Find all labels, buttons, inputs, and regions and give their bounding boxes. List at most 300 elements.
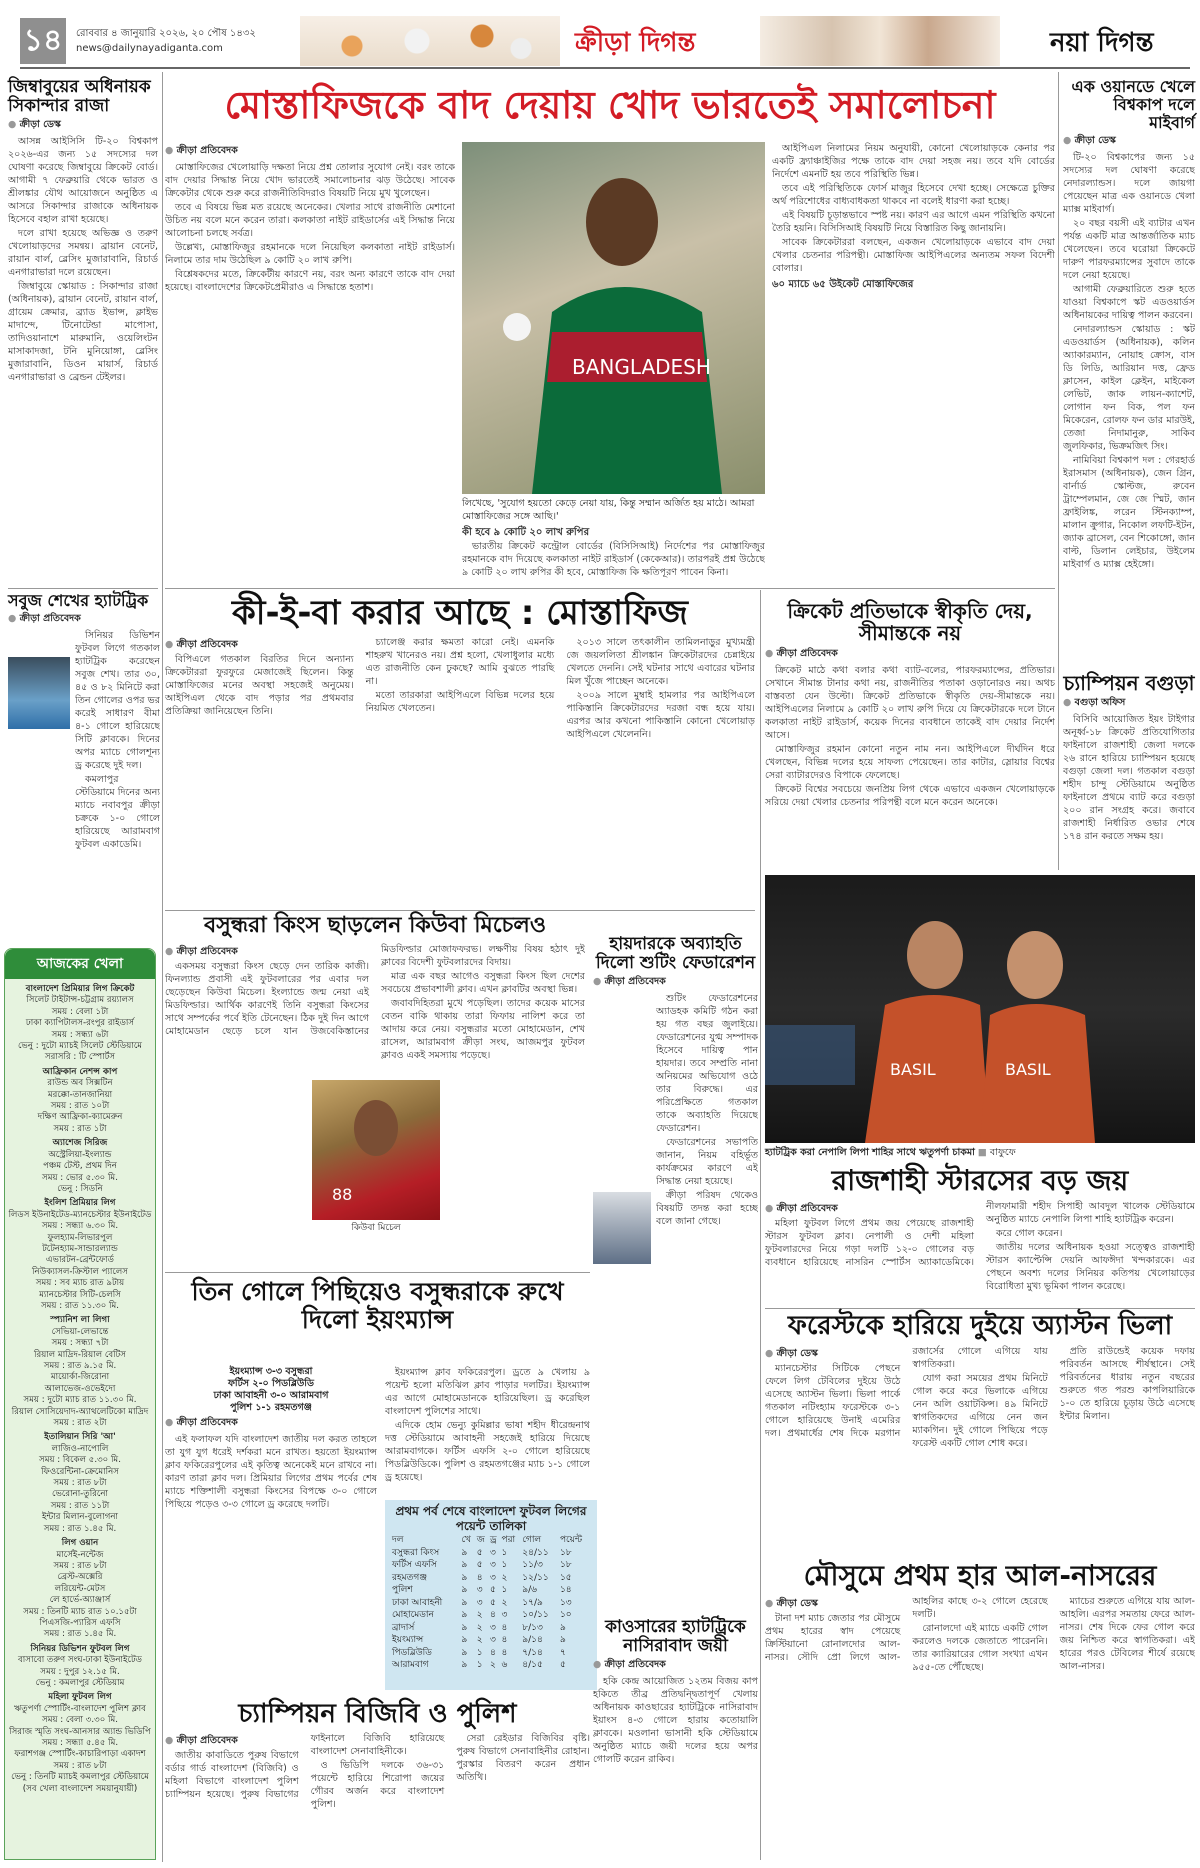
headline: সবুজ শেখের হ্যাটট্রিক	[8, 591, 149, 610]
table-cell: ২	[490, 1660, 496, 1670]
table-cell: ১০/১১	[522, 1610, 549, 1620]
paragraph: করে গোল করেন।	[996, 1228, 1063, 1240]
fixture-line: সময় : বিকেল ৫.৩০ মি.	[39, 1455, 121, 1466]
player-illustration	[312, 1080, 440, 1220]
fixture-line: সময় : রাত ৮টা	[53, 1760, 107, 1771]
fixture-line: ভেনু : দুটো ম্যাচই সিলেট স্টেডিয়ামে	[17, 1041, 143, 1052]
svg-text:BASIL: BASIL	[1005, 1060, 1051, 1079]
paragraph: যোগ করা সময়ের প্রথম মিনিটে গোল করে করে ভিলাকে এগিয়ে নেন অলি ওয়াটকিন্স। ৪৯ মিনিটে স্বাগতিকদের এগিয়ে নেন জন ম্যাকগিন। দুই গোলে পিছিয়ে পড়ে ফরেস্ট একটি গোল শোধ করে।	[912, 1373, 1048, 1450]
table-cell: ১৭/৯	[522, 1597, 543, 1608]
fixture-line: ইন্টার মিলান-বুলোগনা	[42, 1512, 118, 1523]
headline: চ্যাম্পিয়ন বগুড়া	[1063, 671, 1195, 695]
table-cell: ২	[476, 1622, 483, 1633]
paragraph: দলে রাখা হয়েছে অভিজ্ঞ ও তরুণ খেলোয়াড়দের সমন্বয়। ব্রায়ান বেনেট, রায়ান বার্ল, ব্লেসিং মুজারাবানি, রিচার্ড এনগারাভারা দলে রয়েছেন।	[8, 228, 158, 279]
paragraph: ভারতীয় ক্রিকেট কন্ট্রোল বোর্ডের (বিসিসিআই) নির্দেশের পর মোস্তাফিজুর রহমানকে বাদ দিয়েছে কলকাতা নাইট রাইডার্স (কেকেআর)। তারপরই প্রশ্ন উঠেছে ৯ কোটি ২০ লাখ রুপির কী হবে, মোস্তাফিজ কি ক্ষতিপূরণ পাবেন কিনা।	[462, 541, 765, 578]
svg-text:BASIL: BASIL	[890, 1060, 936, 1079]
table-cell: ১	[501, 1585, 508, 1595]
story-aston-villa	[765, 1312, 1195, 1545]
paragraph: ২০ বছর বয়সী এই ব্যাটার এখন পর্যন্ত একটি মাত্র আন্তর্জাতিক ম্যাচ খেলেছেন। তবে ঘরোয়া ক্রিকেটে দারুণ পারফরম্যান্সের সুবাদে তাকে দলে নেয়া হয়েছে।	[1063, 217, 1195, 281]
fixture-line: সময় : সন্ধ্যা ৬টা	[51, 1029, 109, 1040]
table-cell: ১২/১১	[522, 1572, 549, 1583]
byline: ● ক্রীড়া প্রতিবেদক	[8, 612, 160, 627]
competition-title: স্প্যানিশ লা লিগা	[50, 1315, 110, 1326]
headline: ফরেস্টকে হারিয়ে দুইয়ে অ্যাস্টন ভিলা	[787, 1311, 1173, 1341]
subheading: কী হবে ৯ কোটি ২০ লাখ রুপির	[462, 527, 590, 538]
table-cell: ২	[501, 1572, 508, 1583]
fixture-line: সময় : রাত ১.৪৫ মি.	[43, 1629, 117, 1640]
paragraph: বিসিবি আয়োজিত ইয়ং টাইগার অনূর্ধ্ব-১৮ ক্রিকেট প্রতিযোগিতার ফাইনালে রাজশাহী জেলা দলকে ২৬ রানে হারিয়ে চ্যাম্পিয়ন হয়েছে বগুড়া জেলা দল। গতকাল বগুড়া শহীদ চান্দু স্টেডিয়ামে অনুষ্ঠিত ফাইনালে প্রথমে ব্যাট করে বগুড়া ২০০ রান সংগ্রহ করে। জবাবে রাজশাহী নির্ধারিত ওভার শেষে ১৭৪ রান করতে সক্ষম হয়।	[1063, 714, 1195, 843]
fixture-line: সময় : তিনটি ম্যাচ রাত ১০.১৫টা	[23, 1606, 137, 1617]
fixture-line: পঞ্চম টেস্ট, প্রথম দিন	[43, 1161, 117, 1172]
paragraph: ফেডারেশনের সভাপতি জানান, নিয়ম বহির্ভূত কার্যক্রমের কারণে এই সিদ্ধান্ত নেয়া হয়েছে।	[656, 1137, 758, 1188]
fixture-line: পিএসজি-প্যারিস এফসি	[39, 1617, 121, 1628]
fixture-line: ভেনু : সিডনি	[57, 1183, 103, 1194]
table-cell: ৫	[476, 1560, 483, 1570]
byline: ● ক্রীড়া ডেস্ক	[1063, 134, 1195, 149]
table-cell: রহমতগঞ্জ	[392, 1572, 428, 1583]
table-cell: ব্রাদার্স	[392, 1622, 415, 1633]
women-footballers-photo	[765, 875, 1195, 1143]
table-cell: ১৮	[559, 1560, 572, 1570]
table-cell: ৯	[461, 1635, 468, 1645]
table-cell: ৪	[490, 1610, 496, 1620]
fixture-line: (সব খেলা বাংলাদেশ সময়ানুযায়ী)	[22, 1783, 138, 1794]
cricketer-illustration	[462, 142, 765, 494]
paragraph: একসময় বসুন্ধরা কিংস ছেড়ে দেন তারিক কাজী। ফিনল্যান্ড প্রবাসী এই ফুটবলারের পর এবার দল ছেড়েছেন কিউবা মিচেল। ইংল্যান্ডে জন্ম নেয়া এই মিডফিল্ডার। আর্থিক কারণেই তিনি বসুন্ধরা কিংসের সাথে সম্পর্কের পর্বে ইতি টেনেছেন। ঠিক দুই দিন আগে মোহামেডান ছেড়ে চলে যান উজবেকিস্তানের মিডফিল্ডার মোজাফফরভ। লক্ষণীয় বিষয় হঠাৎ দুই ক্লাবের বিদেশী ফুটবলারদের বিদায়।	[165, 943, 585, 1037]
story-meiburg	[1063, 78, 1195, 651]
fixture-line: সময় : রাত ১১.৩০ মি.	[40, 1300, 120, 1311]
table-row	[391, 1647, 591, 1660]
player-photo	[8, 657, 70, 729]
headline: মৌসুমে প্রথম হার আল-নাসরের	[803, 1559, 1157, 1592]
byline: ● ক্রীড়া প্রতিবেদক	[165, 945, 369, 958]
table-header-row	[391, 1534, 591, 1547]
competition-title: লিগ ওয়ান	[61, 1538, 99, 1549]
column-divider	[1058, 72, 1059, 870]
column-header: দল	[392, 1535, 404, 1545]
fixture-line: লরিয়েন্ট-মেটস	[54, 1583, 106, 1594]
table-row	[391, 1634, 591, 1647]
table-row	[391, 1559, 591, 1572]
fixture-line: সময় : ভোর ৫.৩০ মি.	[42, 1172, 118, 1183]
svg-text:BANGLADESH: BANGLADESH	[572, 355, 711, 379]
table-cell: ২	[476, 1635, 483, 1645]
column-header: জ	[476, 1535, 485, 1545]
photo-credit: বাফুফে	[989, 1147, 1016, 1158]
story-body	[75, 629, 160, 929]
story-body	[385, 1366, 590, 1496]
competition-title: অ্যাশেজ সিরিজ	[52, 1138, 108, 1149]
table-row	[391, 1584, 591, 1597]
paragraph: ২০১৩ সালে তৎকালীন তামিলনাড়ুর মুখ্যমন্ত্রী জে জয়ললিতা শ্রীলঙ্কান ক্রিকেটারদের চেন্নাইয়ে খেলতে দেননি। সেই ঘটনার সাথে এবারের ঘটনার মিল খুঁজে পাচ্ছেন অনেকে।	[566, 637, 755, 688]
story-body	[165, 1433, 377, 1698]
fixture-line: রাউন্ড অব সিক্সটিন	[47, 1078, 113, 1089]
byline: ● ক্রীড়া প্রতিবেদক	[165, 638, 354, 651]
section-title: ক্রীড়া দিগন্ত	[575, 28, 696, 58]
mustafiz-photo	[462, 142, 765, 494]
table-cell: ১	[476, 1660, 483, 1670]
table-cell: ৪	[501, 1622, 508, 1633]
headline: বসুন্ধরা কিংস ছাড়লেন কিউবা মিচেলও	[203, 913, 547, 938]
story-body	[772, 142, 1055, 275]
table-cell: ফর্টিস এফসি	[392, 1560, 437, 1570]
table-cell: ৯/১৪	[522, 1635, 543, 1645]
story-sabuj	[8, 592, 160, 929]
paragraph: টি-২০ বিশ্বকাপের জন্য ১৫ সদস্যের দল ঘোষণা করেছে নেদারল্যান্ডস। দলে জায়গা পেয়েছেন মাত্র এক ওয়ানডে খেলা ম্যাক্স মাইবার্গ।	[1063, 151, 1195, 215]
fixture-line: ভেরোনা-তুরিনো	[52, 1489, 108, 1500]
paragraph: শুটিং ফেডারেশনের অ্যাডহক কমিটি গঠন করা হয় গত বছর জুলাইয়ে। ফেডারেশনের যুগ্ম সম্পাদক হিসেবে দায়িত্ব পান হায়দার। তবে সম্প্রতি নানা অনিয়মের অভিযোগ ওঠে তার বিরুদ্ধে। এর পরিপ্রেক্ষিতে গতকাল তাকে অব্যাহতি দিয়েছে ফেডারেশন।	[656, 993, 758, 1135]
paragraph: সিনিয়র ডিভিশন ফুটবল লিগে গতকাল হ্যাটট্রিক করেছেন সবুজ শেখ। তার ৩০, ৪৫ ও ৮২ মিনিটে করা তিন গোলের ওপর ভর করেই সাধারণ বীমা ৪-১ গোলে হারিয়েছে সিটি ক্লাবকে। দিনের অপর ম্যাচে গোলশূন্য ড্র করেছে দুই দল।	[75, 629, 160, 771]
score-line: ঢাকা আবাহনী ৩-০ আরামবাগ	[213, 1390, 329, 1401]
byline: ● ক্রীড়া প্রতিবেদক	[593, 975, 758, 990]
divider	[165, 588, 1055, 589]
story-body	[165, 636, 755, 741]
paragraph: মোস্তাফিজের খেলোয়াড়ি দক্ষতা নিয়ে প্রশ্ন তোলার সুযোগ নেই। বরং তাকে বাদ দেয়ার সিদ্ধান্ত নিয়ে খোদ ভারতেই সমালোচনার ঝড় উঠেছে। সাবেক ক্রিকেটার থেকে শুরু করে রাজনীতিবিদরাও বিষয়টি নিয়ে মুখ খুলেছেন।	[165, 162, 455, 199]
byline: ● বগুড়া অফিস	[1063, 696, 1195, 711]
story-youngmens-col1	[165, 1366, 377, 1698]
header-divider	[20, 67, 1190, 69]
table-cell: ৯	[461, 1610, 468, 1620]
fixture-line: লে হার্ভে-অ্যাঞ্জার্স	[49, 1595, 111, 1606]
table-row	[391, 1547, 591, 1560]
fixture-line: ভেনু : কমলাপুর স্টেডিয়াম	[35, 1677, 125, 1688]
photo-caption: লিখেছে, 'সুযোগ হয়তো কেড়ে নেয়া যায়, কিন্তু সম্মান অর্জিত হয় মাঠে। আমরা মোস্তাফিজের সঙ্গে আছি।'	[462, 498, 755, 522]
table-cell: ৯	[559, 1635, 566, 1645]
football-photo-caption-row: হ্যাটট্রিক করা নেপালি লিপা শাহির সাথে ঋতুপর্ণা চাকমা ■ বাফুফে	[765, 1147, 1016, 1158]
match-scores	[165, 1366, 377, 1414]
paragraph: টানা দশ ম্যাচ জেতার পর মৌসুমে প্রথম হারের স্বাদ পেয়েছে ক্রিস্টিয়ানো রোনালদোর আল-নাসর। সৌদি প্রো লিগে আল-আহলির কাছে ৩-২ গোলে হেরেছে দলটি।	[765, 1596, 1048, 1664]
fixture-line: মায়োর্কা-জিরোনা	[50, 1372, 110, 1383]
table-cell: ঢাকা আবাহনী	[392, 1597, 443, 1608]
paragraph: আইপিএল নিলামের নিয়ম অনুযায়ী, কোনো খেলোয়াড়কে কেনার পর একটি ফ্র্যাঞ্চাইজির পক্ষে তাকে বাদ দেয়া সহজ নয়। তবে যদি বোর্ডের নির্দেশে এমনটি হয় তবে পরিস্থিতি ভিন্ন।	[772, 143, 1055, 180]
story-youngmens-col2	[385, 1366, 590, 1496]
story-body	[165, 161, 455, 586]
fixture-line: সিলেট টাইটান্স-চট্টগ্রাম রয়্যালস	[26, 995, 134, 1006]
table-cell: ৬	[501, 1660, 508, 1670]
paragraph: তবে এই পরিস্থিতিকে ফোর্স মাজুর হিসেবে দেখা হচ্ছে। সেক্ষেত্রে চুক্তির অর্থ পরিশোধের বাধ্যবাধকতা থাকবে না বলেই ধারণা করা হচ্ছে।	[772, 183, 1055, 207]
paragraph: জাতীয় দলের অধিনায়ক হওয়া সত্ত্বেও রাজশাহী স্টারস ক্যাপ্টেন্সি দেয়নি আফঈদা খন্দকারকে। এর পেছনে অবশ্য দলের সিনিয়র কতিপয় খেলোয়াড়ের বিরোধিতা মুখ্য ভূমিকা পালন করেছে।	[986, 1242, 1195, 1293]
table-cell: ইয়ংম্যান্স	[392, 1635, 424, 1645]
paragraph: ক্রিকেট মাঠে কথা বলার কথা ব্যাট-বলের, পারফরম্যান্সের, প্রতিভার। সেখানে সীমান্ত টানার কথা নয়, রাজনীতির পতাকা ওড়ানোরও নয়। অথচ বাস্তবতা যেন উল্টো। ক্রিকেট প্রতিভাকে স্বীকৃতি দেয়-সীমান্তকে নয়। আইপিএলের নিলামে ৯ কোটি ২০ লাখ রুপি দিয়ে যে ক্রিকেটারকে দলে টানে কলকাতা নাইট রাইডার্স, কয়েক দিনের ব্যবধানে তাকেই বাদ দেয়ার নির্দেশ আসে।	[765, 664, 1055, 741]
story-bgb-police	[165, 1700, 590, 1850]
headline: কী-ই-বা করার আছে : মোস্তাফিজ	[232, 593, 688, 633]
fixture-line: ম্যানচেস্টার সিটি-চেলসি	[39, 1289, 121, 1300]
table-row	[391, 1609, 591, 1622]
table-cell: ৫	[559, 1660, 566, 1670]
competition-title: মহিলা ফুটবল লিগ	[48, 1692, 112, 1703]
table-cell: ৯	[461, 1622, 468, 1633]
table-cell: ৪	[490, 1647, 496, 1658]
story-cricket-talent	[765, 600, 1055, 876]
divider	[765, 1308, 1195, 1309]
table-cell: ৯	[461, 1597, 468, 1608]
fixture-line: লাজিও-নাপোলি	[51, 1443, 109, 1454]
divider	[8, 588, 158, 589]
headline: ক্রিকেট প্রতিভাকে স্বীকৃতি দেয়, সীমান্তকে নয়	[787, 599, 1033, 646]
column-header: পয়েন্ট	[559, 1535, 583, 1545]
email-link[interactable]: news@dailynayadiganta.com	[76, 43, 223, 54]
story-body	[593, 1675, 758, 1865]
table-cell: ২	[501, 1597, 508, 1608]
byline: ● ক্রীড়া ডেস্ক	[765, 1347, 900, 1360]
lead-photo-caption-block	[462, 497, 765, 593]
column-divider	[162, 72, 163, 1862]
table-cell: ৪	[501, 1647, 508, 1658]
paragraph: ক্রিকেট বিশ্বের সবচেয়ে জনপ্রিয় লিগ থেকে এভাবে একজন খেলোয়াড়কে সরিয়ে দেয়া খেলার চেতনার পরিপন্থী বলে মনে করেন অনেকে।	[765, 783, 1055, 808]
fixture-line: সময় : দুপুর ১২.১৫ মি.	[40, 1666, 120, 1677]
fixture-line: সময় : রাত ১টা	[53, 1123, 107, 1134]
table-cell: ২	[476, 1610, 483, 1620]
lead-headline: মোস্তাফিজকে বাদ দেয়ায় খোদ ভারতেই সমালোচনা	[224, 83, 996, 127]
paragraph: এদিকে হোম ভেন্যু কুমিল্লার ভাষা শহীদ ধীরেন্দ্রনাথ দত্ত স্টেডিয়ামে আবাহনী সহজেই হারিয়ে দিয়েছে আরামবাগকে। ফর্টিস এফসি ২-০ গোলে হারিয়েছে পিডব্লিউডিকে। পুলিশ ও রহমতগঞ্জের ম্যাচ ১-১ গোলে ড্র হয়েছে।	[385, 1420, 590, 1483]
competition-title: ইংলিশ প্রিমিয়ার লিগ	[44, 1198, 116, 1209]
table-cell: ১	[501, 1560, 508, 1570]
paragraph: মহিলা ফুটবল লিগে প্রথম জয় পেয়েছে রাজশাহী স্টারস ফুটবল ক্লাব। নেপালী ও দেশী মহিলা ফুটবলারদের নিয়ে গড়া দলটি ১২-০ গোলের বড় ব্যবধানে হারিয়েছে নাসরিন স্পোর্টস অ্যাকাডেমিকে। নীলফামারী শহীদ সিপাহী আবদুল খালেক স্টেডিয়ামে অনুষ্ঠিত ম্যাচে নেপালি লিপা শাহি হ্যাটট্রিক করেন।	[765, 1201, 1195, 1269]
table-row	[391, 1622, 591, 1635]
competition-title: আফ্রিকান নেশন্স কাপ	[42, 1066, 118, 1077]
paragraph: বিশ্লেষকদের মতে, ক্রিকেটীয় কারণে নয়, বরং অন্য কারণে তাকে বাদ দেয়া হয়েছে। বাংলাদেশের ক্রিকেটপ্রেমীরাও এ সিদ্ধান্তে হতাশ।	[165, 269, 455, 293]
fixture-line: সময় : সন্ধ্যা ৫.৪৫ মি.	[41, 1738, 119, 1748]
table-cell: ৩	[476, 1597, 483, 1608]
table-cell: ৯/৬	[522, 1585, 537, 1595]
fixture-line: মার্সেই-নন্টেজ	[56, 1549, 104, 1560]
table-cell: ১	[501, 1547, 508, 1558]
table-cell: ৯	[461, 1547, 468, 1558]
table-cell: ১৮	[559, 1547, 572, 1558]
paragraph: চ্যালেঞ্জ করার ক্ষমতা কারো নেই। এমনকি শাহরুখ খানেরও নয়। প্রশ্ন হলো, খেলাধুলার মধ্যে এত রাজনীতি কেন ঢুকছে? আমি বুঝতে পারছি না।	[365, 637, 555, 688]
paragraph: কমলাপুর স্টেডিয়ামে দিনের অন্য ম্যাচে নবাবপুর ক্রীড়া চক্রকে ১-০ গোলে হারিয়েছে আরামবাগ ফুটবল একাডেমি।	[75, 773, 160, 850]
fixture-line: সময় : রাত ৮টা	[53, 1560, 107, 1571]
divider	[165, 910, 755, 911]
fixture-line: ভেনু : তিনটি ম্যাচই কমলাপুর স্টেডিয়ামে	[11, 1772, 149, 1783]
byline: ● ক্রীড়া ডেস্ক	[8, 118, 158, 133]
headline: কাওসারের হ্যাটট্রিকে নাসিরাবাদ জয়ী	[605, 1617, 746, 1657]
paragraph: এই বিষয়টি চূড়ান্তভাবে স্পষ্ট নয়। কারণ এর আগে এমন পরিস্থিতি কখনো তৈরি হয়নি। বিসিসিআই বিষয়টি নিয়ে বিস্তারিত কিছু জানায়নি।	[772, 210, 1055, 234]
paragraph: নামিবিয়া বিশ্বকাপ দল : গেরহার্ড ইরাসমাস (অধিনায়ক), জেন গ্রিন, বার্নার্ড স্কোল্টজ, রুবেন ট্রাম্পেলমান, জে জে স্মিট, জান ফ্রাইলিঙ্ক, লরেন স্টিনক্যাম্প, মালান ক্রুগার, নিকোল লফটি-ইটন, জ্যাক ব্রাসেল, বেন শিকোঙ্গো, জান বাল্ট, ডিলান লেইচার, উইলেম মাইবার্গ ও ম্যাক্স হেইঙ্গো।	[1063, 454, 1195, 570]
headline: জিম্বাবুয়ের অধিনায়ক সিকান্দার রাজা	[8, 77, 151, 117]
divider	[165, 1272, 590, 1273]
footballers-illustration	[765, 875, 1195, 1143]
paragraph: মতো তারকারা আইপিএলে বিভিন্ন দলের হয়ে নিয়মিত খেলতেন।	[365, 690, 555, 715]
fixture-line: সময় : রাত ১.৪৫ মি.	[43, 1523, 117, 1534]
fixture-line: দক্ষিণ আফ্রিকা-ক্যামেরুন	[37, 1112, 123, 1123]
table-cell: ৯	[461, 1572, 468, 1583]
fixture-line: টটেনহ্যাম-সান্ডারল্যান্ড	[42, 1243, 118, 1254]
paragraph: মোস্তাফিজুর রহমান কোনো নতুন নাম নন। আইপিএলে দীর্ঘদিন ধরে খেলছেন, বিভিন্ন দলের হয়ে সাফল্য পেয়েছেন। তার কাটার, স্লোয়ার বিশ্বের সেরা ব্যাটারদেরও বিপাকে ফেলেছে।	[765, 743, 1055, 781]
column-header: খে	[461, 1535, 471, 1545]
story-kawsar	[593, 1618, 758, 1865]
table-cell: ৩	[490, 1572, 496, 1583]
fixture-line: সময় : সন্ধ্যা ৬.৩০ মি.	[41, 1221, 119, 1232]
paragraph: হকি কেন্দ্র আয়োজিত ১২তম বিজয় কাপ হকিতে তীব্র প্রতিদ্বন্দ্বিতাপূর্ণ খেলায় অধিনায়ক কাওছারের হ্যাটট্রিকে নাসিরাবাদ ইয়াংস ৪-৩ গোলে হারায় কতোয়ালি ক্লাবকে। মওলানা ভাসানী হকি স্টেডিয়ামে অনুষ্ঠিত ম্যাচে জয়ী দলের হয়ে অপর গোলটি করেন রাকিব।	[593, 1676, 758, 1766]
paragraph: আসন্ন আইসিসি টি-২০ বিশ্বকাপ ২০২৬-এর জন্য ১৫ সদস্যের দল ঘোষণা করেছে জিম্বাবুয়ে ক্রিকেট বোর্ড। আগামী ৭ ফেব্রুয়ারি থেকে ভারত ও শ্রীলঙ্কার যৌথ আয়োজনে অনুষ্ঠিত এ আসরে সিকান্দার রাজাকে অধিনায়ক হিসেবে বহাল রাখা হয়েছে।	[8, 136, 158, 226]
todays-games-box	[4, 948, 156, 1860]
paragraph: ২০০৯ সালে মুম্বাই হামলার পর আইপিএলে পাকিস্তানি ক্রিকেটারদের দরজা বন্ধ হয়ে যায়। এরপর আর কখনো পাকিস্তানি কোনো খেলোয়াড় আইপিএলে খেলেননি।	[566, 690, 755, 741]
svg-text:88: 88	[332, 1185, 353, 1204]
fixture-line: সময় : বেলা ১টা	[51, 1006, 109, 1017]
story-bogura	[1063, 672, 1195, 873]
byline: ● ক্রীড়া প্রতিবেদক	[165, 144, 455, 159]
story-mustafiz-quote	[165, 594, 755, 898]
table-cell: ৩	[490, 1622, 496, 1633]
table-cell: ২৪/১১	[522, 1547, 549, 1558]
todays-games-title: আজকের খেলা	[5, 949, 155, 979]
table-cell: ৪	[476, 1572, 483, 1583]
column-divider	[760, 590, 761, 1860]
fixture-line: সময় : রাত ৮টা	[53, 1478, 107, 1489]
paragraph: উল্লেখ্য, মোস্তাফিজুর রহমানকে দলে নিয়েছিল কলকাতা নাইট রাইডার্স। নিলামে তার দাম উঠেছিল ৯ কোটি ২০ লাখ রুপি।	[165, 242, 455, 266]
paragraph: আগামী ফেব্রুয়ারিতে শুরু হতে যাওয়া বিশ্বকাপে স্কট এডওয়ার্ডস অধিনায়কের দায়িত্ব পালন করবেন।	[1063, 283, 1195, 321]
story-youngmens	[165, 1278, 590, 1334]
fixture-line: সময় : বেলা ৩.৩০ মি.	[42, 1715, 118, 1726]
table-cell: ৯	[461, 1660, 468, 1670]
sports-balls-banner-image	[300, 16, 560, 66]
table-cell: ৪/১৫	[522, 1660, 543, 1670]
table-cell: ৫	[490, 1597, 496, 1608]
fixture-line: সময় : রাত ৯.১৫ মি.	[43, 1361, 117, 1371]
story-rajshahi	[765, 1165, 1195, 1300]
fixture-line: রিয়াল মাদ্রিদ-রিয়াল বেটিস	[34, 1349, 126, 1360]
masthead-info	[76, 26, 256, 56]
score-line: ইয়ংম্যান্স ৩-৩ বসুন্ধরা	[229, 1366, 313, 1377]
story-body	[8, 135, 158, 585]
points-table-title: প্রথম পর্ব শেষে বাংলাদেশ ফুটবল লিগের পয়েন্ট তালিকা	[395, 1504, 587, 1533]
table-cell: মোহামেডান	[392, 1610, 434, 1620]
byline: ● ক্রীড়া প্রতিবেদক	[593, 1658, 758, 1673]
fixture-line: সময় : দুটো ম্যাচ রাত ১১.৩০ মি.	[23, 1395, 137, 1406]
table-cell: ৩	[490, 1560, 496, 1570]
byline: ● ক্রীড়া প্রতিবেদক	[165, 1734, 299, 1747]
fixture-line: ঢাকা ক্যাপিটালস-রংপুর রাইডার্স	[25, 1018, 135, 1029]
table-cell: ৮/১৩	[522, 1622, 543, 1633]
athletes-banner-image	[760, 16, 1000, 66]
cuba-mitchell-photo	[312, 1080, 440, 1220]
headline: রাজশাহী স্টারসের বড় জয়	[831, 1164, 1129, 1197]
table-cell: ১	[476, 1647, 483, 1658]
table-cell: ১০	[559, 1610, 572, 1620]
table-cell: ৯	[461, 1585, 468, 1595]
table-cell: ৩	[490, 1635, 496, 1645]
story-body	[462, 540, 765, 579]
table-cell: আরামবাগ	[392, 1660, 429, 1670]
table-cell: পিডব্লিউডি	[392, 1647, 432, 1658]
table-cell: ১৫	[559, 1572, 572, 1583]
subheading: ৬০ ম্যাচে ৬৫ উইকেট মোস্তাফিজের	[772, 279, 914, 290]
fixture-line: সিরাজ স্মৃতি সংঘ-আনসার অ্যান্ড ভিডিপি	[9, 1726, 151, 1737]
competition-title: সিনিয়র ডিভিশন ফুটবল লিগ	[30, 1643, 130, 1654]
headline: এক ওয়ানডে খেলে বিশ্বকাপ দলে মাইবার্গ	[1071, 77, 1195, 132]
table-cell: ১৩	[559, 1597, 572, 1608]
fixture-line: আলাভেজ-ওভেইদো	[44, 1383, 116, 1394]
story-body	[1063, 713, 1195, 873]
paragraph: ম্যানচেস্টার সিটিকে পেছনে ফেলে লিগ টেবিলের দুইয়ে উঠে এসেছে অ্যাস্টন ভিলা। ভিলা পার্কে গতকাল নটিংহ্যাম ফরেস্টকে ৩-১ গোলে হারিয়েছে উনাই এমেরির দল। প্রথমার্ধের শেষ দিকে মরগান রজার্সের গোলে এগিয়ে যায় স্বাগতিকরা।	[765, 1346, 1048, 1440]
fixture-line: রিয়াল সোসিয়েদাদ-অ্যাথলেটিকো মাদ্রিদ	[11, 1406, 149, 1417]
paragraph: তবে এ বিষয়ে ভিন্ন মত রয়েছে অনেকের। খেলার সাথে রাজনীতি মেশানো উচিত নয় বলে মনে করেন তারা। কলকাতা নাইট রাইডার্সের এই সিদ্ধান্ত নিয়ে আলোচনা চলছে সর্বত্র।	[165, 202, 455, 239]
table-cell: ৯	[559, 1622, 566, 1633]
table-row	[391, 1659, 591, 1672]
table-cell: ১১/৩	[522, 1560, 543, 1570]
table-row	[391, 1597, 591, 1610]
paragraph: জাতীয় কাবাডিতে পুরুষ বিভাগে বর্ডার গার্ড বাংলাদেশ (বিজিবি) ও মহিলা বিভাগে বাংলাদেশ পুলিশ চ্যাম্পিয়ন হয়েছে। পুরুষ বিভাগের ফাইনালে বিজিবি হারিয়েছে বাংলাদেশ সেনাবাহিনীকে।	[165, 1733, 445, 1801]
table-cell: ১৪	[559, 1585, 572, 1595]
fixture-line: সময় : রাত ১১টা	[50, 1500, 110, 1511]
score-line: ফর্টিস ২-০ পিডব্লিউডি	[227, 1378, 315, 1389]
photo-caption: কিউবা মিচেল	[312, 1222, 440, 1235]
column-header: পরা	[501, 1535, 516, 1545]
story-haidar	[593, 935, 758, 1692]
fixture-line: ঋতুপর্ণা স্পোর্টিং-বাংলাদেশ পুলিশ ক্লাব	[14, 1703, 146, 1714]
table-cell: ৪	[501, 1635, 508, 1645]
table-row	[391, 1572, 591, 1585]
paragraph: সেরা রেইডার বিজিবির বৃষ্টি। পুরুষ বিভাগে সেনাবাহিনীর রোহান। পুরস্কার বিতরণ করেন প্রধান অতিথি।	[456, 1733, 590, 1784]
photo-caption: হ্যাটট্রিক করা নেপালি লিপা শাহির সাথে ঋতুপর্ণা চাকমা	[765, 1147, 975, 1158]
paragraph: জবাবদিহিতরা মুখে পড়েছিল। তাদের কয়েক মাসের বেতন বাকি থাকায় তারা ফিফায় নালিশ করে তা আদায় করে নেয়। বসুন্ধরার মতো মোহামেডান, শেখ রাসেল, আরামবাগ ক্রীড়া সংঘ, আজমপুর ফুটবল ক্লাবও একই সমস্যায় পড়েছে।	[381, 997, 585, 1061]
lead-story-right	[772, 142, 1055, 580]
newspaper-logo: নয়া দিগন্ত	[1050, 28, 1154, 58]
fixture-line: নিউক্যাসল-ক্রিস্টাল প্যালেস	[32, 1266, 128, 1277]
fixture-line: সময় : সব ম্যাচ রাত ৯টায়	[35, 1278, 125, 1289]
competition-title: বাংলাদেশ প্রিমিয়ার লিগ ক্রিকেট	[25, 984, 135, 994]
column-header: ড্র	[490, 1535, 497, 1545]
fixture-line: সেভিয়া-লেভান্তে	[51, 1326, 109, 1337]
paragraph: প্রতি রাউন্ডেই কয়েক দফায় পরিবর্তন আসছে শীর্ষস্থানে। সেই পরিবর্তনের ধারায় নতুন বছরের শুরুতে গত পরশু কাপলিয়ারিকে ১-০ তে হারিয়ে চূড়ায় উঠে এসেছে ইন্টার মিলান।	[1059, 1346, 1195, 1423]
paragraph: রোনালদো এই ম্যাচে একটি গোল করলেও দলকে জেতাতে পারেননি। তার ক্যারিয়ারের গোল সংখ্যা এখন ৯৫৫-তে পৌঁছেছে।	[912, 1623, 1048, 1674]
paragraph: সাবেক ক্রিকেটাররা বলছেন, একজন খেলোয়াড়কে এভাবে বাদ দেয়া খেলার চেতনার পরিপন্থী। মোস্তাফিজ আইপিএলের অন্যতম সফল বিদেশী বোলার।	[772, 237, 1055, 274]
table-cell: ৭/১৪	[522, 1647, 543, 1658]
fixture-line: সময় : রাত ২টা	[53, 1418, 107, 1429]
headline: চ্যাম্পিয়ন বিজিবি ও পুলিশ	[238, 1699, 517, 1729]
headline: হায়দারকে অব্যাহতি দিলো শুটিং ফেডারেশন	[595, 934, 756, 974]
paragraph: এই ফলাফল যদি বাংলাদেশ জাতীয় দল করত তাহলে তা যুগ যুগ ধরেই দর্শকরা মনে রাখত। হয়তো ইয়ংম্যান্স ক্লাব ফকিরেরপুলের এই কৃতিত্ব অনেকেই মনে রাখবে না। কারণ তারা ক্লাব দল। প্রিমিয়ার লিগের প্রথম পর্বের শেষ ম্যাচে শক্তিশালী বসুন্ধরা কিংসের বিপক্ষে ৩-০ গোলে পিছিয়ে পড়েও ৩-৩ গোলে ড্র করেছে দলটি।	[165, 1434, 377, 1510]
story-body	[165, 943, 585, 1062]
story-raza	[8, 78, 158, 585]
byline: ● ক্রীড়া প্রতিবেদক	[165, 1416, 377, 1431]
column-header: গোল	[522, 1535, 542, 1545]
story-body	[656, 992, 758, 1692]
lead-story-left	[165, 142, 455, 586]
page-number: ১৪	[20, 18, 66, 64]
byline: ● ক্রীড়া প্রতিবেদক	[765, 647, 1055, 662]
byline: ● ক্রীড়া প্রতিবেদক	[765, 1202, 974, 1215]
points-table	[385, 1500, 597, 1690]
story-body	[765, 1345, 1195, 1450]
fixture-line: ফরাশগঞ্জ স্পোর্টিং-কাচারিপাড়া একাদশ	[14, 1749, 146, 1760]
haidar-portrait	[593, 1192, 651, 1264]
table-cell: ৯	[461, 1560, 468, 1570]
fixture-line: সময় : রাত ১০টা	[50, 1101, 110, 1112]
paragraph: নেদারল্যান্ডস স্কোয়াড : স্কট এডওয়ার্ডস (অধিনায়ক), কলিন অ্যাকারম্যান, নোয়াহ ক্রোস, বাস ডি লিডি, আরিয়ান দত্ত, ফ্রেড ক্লাসেন, কাইল ক্লেইন, মাইকেল লেভিট, জাক লায়ন-ক্যাশেট, লোগান ফন বিক, পল ফন মিকেরেন, রোলফ ফন ডার মারউই, তেজা নিদামানুরু, সাকিব জুলফিকার, ভিক্রমজিৎ সিং।	[1063, 323, 1195, 452]
fixture-line: ফুলহ্যাম-লিভারপুল	[47, 1232, 113, 1243]
paragraph: ম্যাচের শুরুতে এগিয়ে যায় আল-আহলি। এরপর সমতায় ফেরে আল-নাসর। শেষ দিকে ফের গোল করে জয় নিশ্চিত করে স্বাগতিকরা। এই হারের পরও টেবিলের শীর্ষে রয়েছে আল-নাসর।	[1059, 1596, 1195, 1673]
fixture-line: ব্রেস্ট-অক্সেরি	[57, 1572, 103, 1583]
competition-title: ইতালিয়ান সিরি 'আ'	[44, 1432, 116, 1443]
story-body	[765, 664, 1055, 876]
table-cell: ৩	[501, 1610, 508, 1620]
table-cell: পুলিশ	[392, 1585, 413, 1595]
score-line: পুলিশ ১-১ রহমতগঞ্জ	[230, 1402, 312, 1413]
paragraph: ক্রীড়া পরিষদ থেকেও বিষয়টি তদন্ত করা হচ্ছে বলে জানা গেছে।	[656, 1190, 758, 1228]
fixture-line: ফিওরেন্টিনা-ক্রেমোনিস	[41, 1466, 119, 1477]
table-cell: ৭	[559, 1647, 566, 1658]
fixture-line: সময় : সন্ধ্যা ৭টা	[51, 1338, 109, 1349]
table-cell: ৩	[476, 1585, 483, 1595]
issue-date: রোববার ৪ জানুয়ারি ২০২৬, ২০ পৌষ ১৪৩২	[76, 28, 256, 39]
table-cell: ৯	[461, 1647, 468, 1658]
table-cell: ৩	[490, 1547, 496, 1558]
fixture-line: সরাসরি : টি স্পোর্টস	[44, 1052, 116, 1063]
byline: ● ক্রীড়া ডেস্ক	[765, 1597, 900, 1610]
table-cell: ৫	[476, 1547, 483, 1558]
